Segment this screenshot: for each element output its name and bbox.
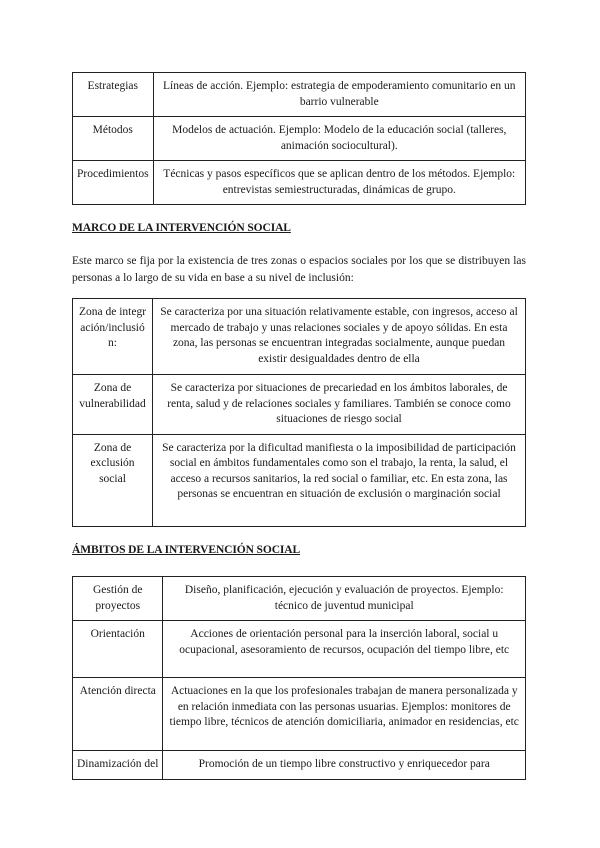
areas-table xyxy=(72,576,526,780)
row-description: Líneas de acción. Ejemplo: estrategia de empoderamiento comunitario en un barrio vulnerable xyxy=(153,73,525,117)
methods-table xyxy=(72,72,526,205)
table-row xyxy=(73,161,526,205)
row-description: Se caracteriza por situaciones de precariedad en los ámbitos laborales, de renta, salud y de relaciones sociales y familiares. También se conoce como situaciones de riesgo social xyxy=(153,375,526,435)
row-term: Zona de integración/inclusión: xyxy=(73,299,153,375)
row-term: Dinamización del xyxy=(73,751,163,780)
table-row xyxy=(73,678,526,751)
table-row xyxy=(73,434,526,526)
row-description: Diseño, planificación, ejecución y evaluación de proyectos. Ejemplo: técnico de juventud municipal xyxy=(163,577,526,621)
table-row xyxy=(73,117,526,161)
table-row xyxy=(73,73,526,117)
row-term: Orientación xyxy=(73,621,163,678)
row-description: Se caracteriza por una situación relativamente estable, con ingresos, acceso al mercado de trabajo y unas relaciones sociales y de apoyo sólidas. En esta zona, las personas se encuentran integradas socialmente, aunque puedan existir desigualdades dentro de ella xyxy=(153,299,526,375)
zones-table xyxy=(72,298,526,527)
section-heading-marco: MARCO DE LA INTERVENCIÓN SOCIAL xyxy=(72,222,291,234)
row-term: Zona de exclusión social xyxy=(73,434,153,526)
table-row xyxy=(73,375,526,435)
row-term: Métodos xyxy=(73,117,154,161)
section-paragraph: Este marco se fija por la existencia de tres zonas o espacios sociales por los que se distribuyen las personas a lo largo de su vida en base a su nivel de inclusión: xyxy=(72,255,526,284)
table-row xyxy=(73,621,526,678)
table-row xyxy=(73,751,526,780)
row-description: Modelos de actuación. Ejemplo: Modelo de la educación social (talleres, animación sociocultural). xyxy=(153,117,525,161)
row-term: Atención directa xyxy=(73,678,163,751)
section-heading-ambitos: ÁMBITOS DE LA INTERVENCIÓN SOCIAL xyxy=(72,544,301,556)
row-term: Zona de vulnerabilidad xyxy=(73,375,153,435)
row-term: Estrategias xyxy=(73,73,154,117)
row-description: Actuaciones en la que los profesionales trabajan de manera personalizada y en relación inmediata con las personas usuarias. Ejemplos: monitores de tiempo libre, técnicos de atención domiciliaria, animador en residencias, etc xyxy=(163,678,526,751)
row-description: Acciones de orientación personal para la inserción laboral, social u ocupacional, asesoramiento de recursos, ocupación del tiempo libre, etc xyxy=(163,621,526,678)
row-description: Técnicas y pasos específicos que se aplican dentro de los métodos. Ejemplo: entrevistas semiestructuradas, dinámicas de grupo. xyxy=(153,161,525,205)
row-term: Gestión de proyectos xyxy=(73,577,163,621)
row-term: Procedimientos xyxy=(73,161,154,205)
table-row xyxy=(73,577,526,621)
row-description: Se caracteriza por la dificultad manifiesta o la imposibilidad de participación social en ámbitos fundamentales como son el trabajo, la renta, la salud, el acceso a recursos sanitarios, la red social o familiar, etc. En esta zona, las personas se encuentran en situación de exclusión o marginación social xyxy=(153,434,526,526)
row-description: Promoción de un tiempo libre constructivo y enriquecedor para xyxy=(163,751,526,780)
table-row xyxy=(73,299,526,375)
